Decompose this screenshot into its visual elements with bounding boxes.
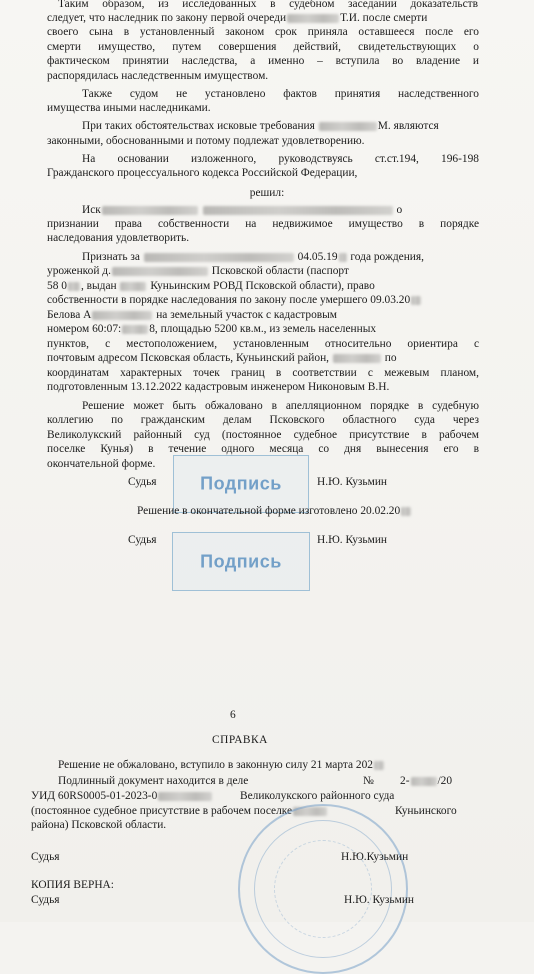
judge-name: Н.Ю. Кузьмин	[317, 534, 388, 546]
redacted-year	[374, 761, 384, 770]
official-seal	[238, 804, 408, 974]
text-line: смерти имущество, путем совершения действий, свидетельствующих о	[47, 41, 479, 53]
copy-verified-label: КОПИЯ ВЕРНА:	[31, 879, 114, 891]
text-line: почтовым адресом Псковская область, Куньинский район, по	[47, 352, 397, 364]
judge-label: Судья	[31, 851, 60, 863]
redacted-name	[287, 14, 339, 23]
redacted-date	[339, 253, 347, 262]
text-line: Иск о	[82, 204, 403, 216]
text-line: подготовленным 13.12.2022 кадастровым инженером Никоновым В.Н.	[47, 381, 390, 393]
resolved-heading: решил:	[249, 187, 285, 199]
redacted-uid	[158, 792, 212, 801]
text-line: окончательной форме.	[47, 458, 156, 470]
judge-label: Судья	[31, 894, 60, 906]
page-number: 6	[230, 709, 236, 721]
text-line: координатам характерных точек границ в соответствии с межевым планом,	[47, 367, 479, 379]
redacted-name	[144, 253, 294, 262]
redacted-name	[319, 122, 377, 131]
text-line: законными, обоснованными и потому подлежат удовлетворению.	[47, 135, 365, 147]
redacted-case-number	[411, 777, 437, 786]
redacted-date	[411, 296, 421, 305]
text-line: пунктов, с местоположением, установленным относительно ориентира с	[47, 338, 479, 350]
text-line: При таких обстоятельствах исковые требования М. являются	[82, 120, 439, 132]
text-line: (постоянное судебное присутствие в рабочем поселке Куньинского	[31, 805, 457, 817]
signature-stamp-label: Подпись	[200, 473, 282, 494]
text-line: фактическом принятии наследства, а именно – вступила во владение и	[47, 55, 479, 67]
judge-label: Судья	[128, 534, 157, 546]
text-line: Решение может быть обжаловано в апелляционном порядке в судебную	[82, 400, 479, 412]
judge-name: Н.Ю. Кузьмин	[317, 476, 388, 488]
signature-stamp-label: Подпись	[200, 551, 282, 571]
signature-stamp	[172, 532, 310, 591]
redacted-year	[401, 507, 411, 516]
text-line: своего сына в установленный законом срок приняла оставшееся после его	[47, 26, 479, 38]
text-line: следует, что наследник по закону первой очереди Т.И. после смерти	[47, 12, 428, 24]
judge-label: Судья	[128, 476, 157, 488]
text-line: Гражданского процессуального кодекса Российской Федерации,	[47, 167, 358, 179]
judge-name: Н.Ю. Кузьмин	[344, 894, 415, 906]
final-form-note: Решение в окончательной форме изготовлено 20.02.20	[137, 504, 412, 518]
redacted-name	[102, 206, 198, 215]
text-line: имущества иными наследниками.	[47, 102, 211, 114]
text-line: 58 0 , выдан Куньинским РОВД Псковской области), право	[47, 280, 375, 292]
redacted-cadastral	[122, 325, 148, 334]
text-line: На основании изложенного, руководствуясь ст.ст.194, 196-198	[82, 153, 479, 165]
redacted-place	[112, 267, 208, 276]
text-line: коллегию по гражданским делам Псковского областного суда через	[47, 414, 479, 426]
text-line: Также судом не установлено фактов принятия наследственного	[82, 88, 479, 100]
text-line: признании права собственности на недвижимое имущество в порядке	[47, 218, 479, 230]
text-line: Подлинный документ находится в деле № 2- /20	[58, 775, 453, 787]
text-line: Таким образом, из исследованных в судебном заседании доказательств	[58, 0, 478, 10]
redacted-date	[120, 282, 146, 291]
text-line: номером 60:07: 8, площадью 5200 кв.м., из земель населенных	[47, 323, 377, 335]
text-line: Белова А на земельный участок с кадастровым	[47, 309, 338, 321]
text-line: собственности в порядке наследования по закону после умершего 09.03.20	[47, 293, 479, 307]
text-line: Признать за 04.05.19 года рождения,	[82, 251, 424, 263]
text-line: Решение не обжаловано, вступило в законную силу 21 марта 202	[58, 758, 385, 772]
text-line: УИД 60RS0005-01-2023-0 Великолукского районного суда	[31, 790, 395, 802]
redacted-name	[92, 311, 152, 320]
text-line: уроженкой д. Псковской области (паспорт	[47, 265, 349, 277]
text-line: Великолукский районный суд (постоянное судебное присутствие в рабочем	[47, 429, 479, 441]
redacted-place	[333, 354, 381, 363]
redacted-name	[203, 206, 393, 215]
text-line: района) Псковской области.	[31, 819, 167, 831]
text-line: наследования удовлетворить.	[47, 232, 190, 244]
judge-name: Н.Ю.Кузьмин	[341, 851, 409, 863]
redacted-passport	[68, 282, 80, 291]
text-line: распорядилась наследственным имуществом.	[47, 70, 269, 82]
spravka-title: СПРАВКА	[212, 734, 268, 746]
text-line: поселке Кунья) в течение одного месяца со дня вынесения его в	[47, 443, 479, 455]
